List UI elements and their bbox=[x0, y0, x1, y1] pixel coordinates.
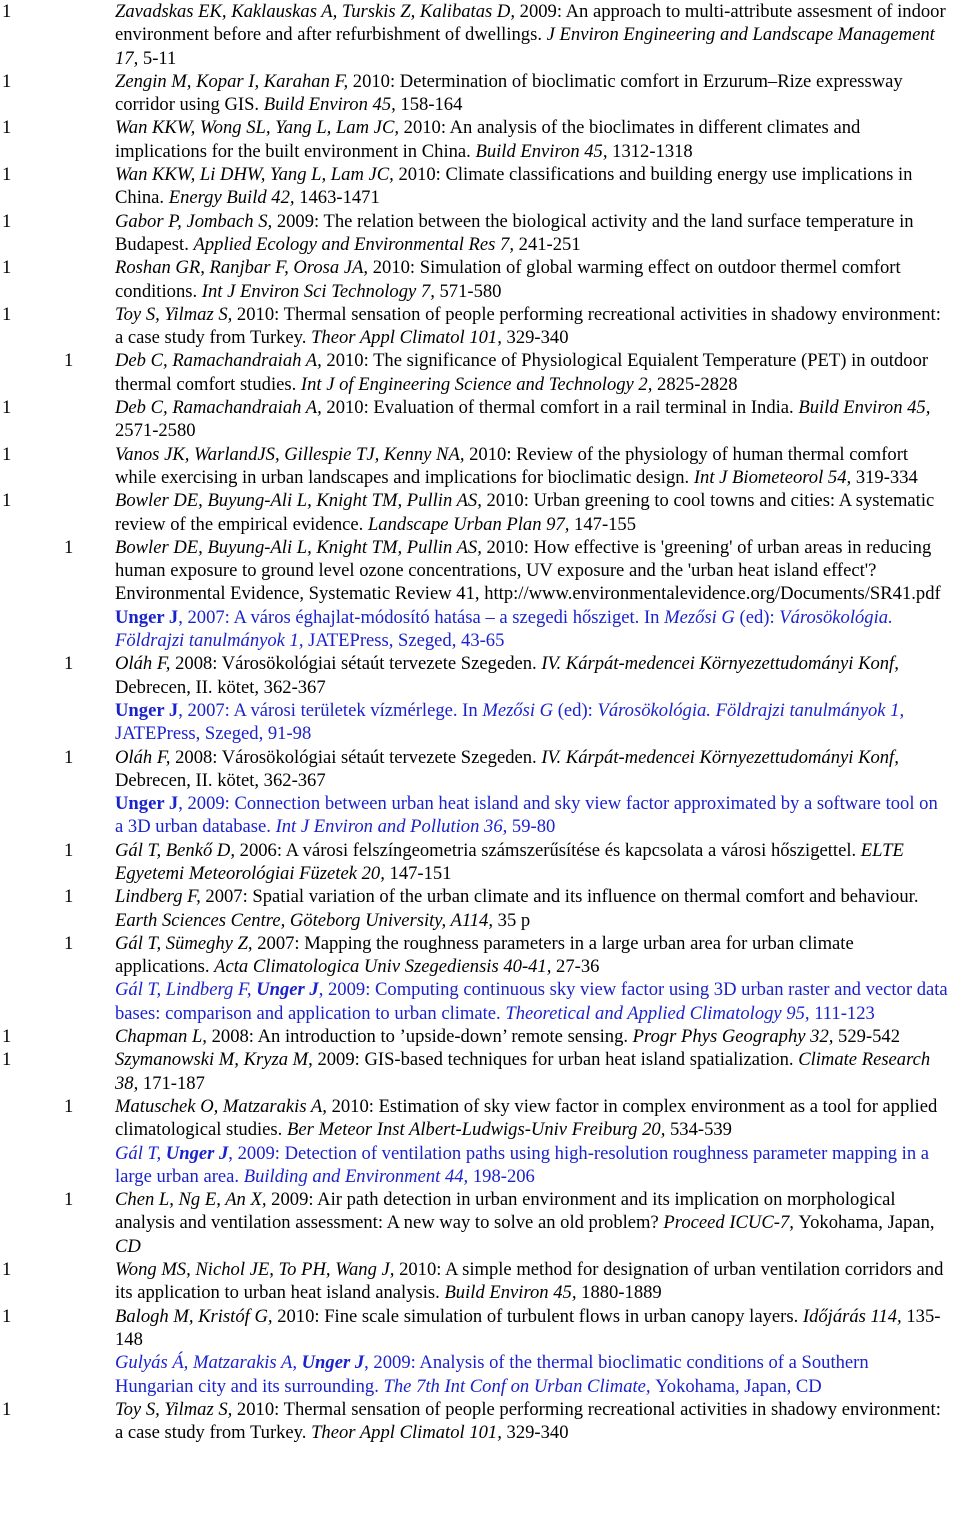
reference-entry bbox=[0, 932, 960, 979]
reference-entry bbox=[0, 746, 960, 793]
reference-segment: 158-164 bbox=[400, 94, 463, 116]
reference-entry bbox=[0, 1258, 960, 1305]
italic-text: Ber Meteor Inst Albert-Ludwigs-Univ Freiburg 20, bbox=[286, 1119, 670, 1141]
reference-segment: 27-36 bbox=[556, 956, 600, 978]
italic-text: Int J Environ Sci Technology 7, bbox=[201, 280, 440, 302]
reference-segment: 59-80 bbox=[511, 816, 556, 838]
reference-entry bbox=[0, 652, 960, 699]
reference-segment: 1880-1889 bbox=[581, 1282, 662, 1304]
reference-entry bbox=[0, 396, 960, 443]
reference-text bbox=[115, 0, 950, 70]
reference-segment: 171-187 bbox=[142, 1072, 205, 1094]
reference-text bbox=[115, 163, 950, 210]
reference-text bbox=[115, 1188, 950, 1258]
citation-count: 1 bbox=[2, 1, 12, 22]
reference-segment: , 2009: Analysis of the thermal bioclimatic conditions of a Southern Hungarian city and its surrounding. bbox=[115, 1352, 869, 1397]
reference-segment: 2010: Evaluation of thermal comfort in a rail terminal in India. bbox=[326, 397, 799, 419]
reference-entry bbox=[0, 349, 960, 396]
italic-text: Balogh M, Kristóf G, bbox=[115, 1305, 278, 1327]
reference-segment: JATEPress, Szeged, 43-65 bbox=[308, 630, 505, 652]
reference-text bbox=[115, 303, 950, 350]
reference-segment: 2010: Thermal sensation of people performing recreational activities in shadowy environment: a case study from Turkey. bbox=[115, 303, 941, 349]
italic-text: Matuschek O, Matzarakis A, bbox=[115, 1095, 332, 1117]
citation-count: 1 bbox=[64, 536, 74, 558]
italic-text: Mezősi G bbox=[482, 699, 558, 721]
reference-text bbox=[115, 1025, 950, 1048]
citation-count: 1 bbox=[64, 932, 74, 954]
reference-segment: 2010: The significance of Physiological Equialent Temperature (PET) in outdoor thermal comfort studies. bbox=[115, 350, 929, 395]
reference-entry bbox=[0, 163, 960, 210]
reference-segment: 1463-1471 bbox=[299, 187, 380, 209]
citation-count: 1 bbox=[2, 117, 12, 139]
italic-text: Toy S, Yilmaz S, bbox=[115, 1398, 237, 1420]
reference-entry bbox=[0, 0, 960, 70]
reference-entry bbox=[0, 443, 960, 490]
citation-count: 1 bbox=[64, 653, 74, 675]
reference-segment: 2010: An analysis of the bioclimates in different climates and implications for the built environment in China. bbox=[115, 117, 861, 162]
italic-text: Building and Environment 44, bbox=[243, 1165, 473, 1187]
reference-segment: 319-334 bbox=[855, 466, 918, 488]
reference-text bbox=[115, 699, 950, 746]
italic-text: Gál T, bbox=[115, 1142, 166, 1164]
reference-entry bbox=[0, 1095, 960, 1142]
reference-entry bbox=[0, 1398, 960, 1445]
reference-segment: 2010: Simulation of global warming effect on outdoor thermel comfort conditions. bbox=[115, 257, 901, 302]
reference-text bbox=[115, 1305, 950, 1352]
reference-text bbox=[115, 978, 950, 1025]
italic-text: Theor Appl Climatol 101, bbox=[311, 1422, 507, 1444]
reference-segment: 147-151 bbox=[389, 862, 452, 884]
italic-text: Vanos JK, WarlandJS, Gillespie TJ, Kenny NA, bbox=[115, 443, 470, 465]
highlighted-author: Unger J bbox=[115, 606, 179, 628]
reference-entry bbox=[0, 839, 960, 886]
reference-text bbox=[115, 443, 950, 490]
italic-text: Wan KKW, Li DHW, Yang L, Lam JC, bbox=[115, 164, 399, 186]
reference-entry bbox=[0, 1188, 960, 1258]
reference-segment: , 2007: A városi területek vízmérlege. In bbox=[178, 699, 483, 721]
italic-text: Mezősi G bbox=[664, 606, 740, 628]
reference-segment: 135-148 bbox=[115, 1305, 941, 1350]
reference-text bbox=[115, 210, 950, 257]
reference-text bbox=[115, 396, 950, 443]
reference-text bbox=[115, 1048, 950, 1095]
reference-segment: 2010: Thermal sensation of people performing recreational activities in shadowy environment: a case study from Turkey. bbox=[115, 1398, 941, 1444]
italic-text: Chen L, Ng E, An X, bbox=[115, 1189, 272, 1211]
highlighted-author: Unger J bbox=[256, 979, 319, 1001]
reference-segment: 2571-2580 bbox=[115, 420, 196, 442]
reference-entry bbox=[0, 536, 960, 606]
reference-segment: 241-251 bbox=[518, 233, 581, 255]
reference-text bbox=[115, 1095, 950, 1142]
reference-text bbox=[115, 1398, 950, 1445]
italic-text: ELTE Egyetemi Meteorológiai Füzetek 20, bbox=[115, 839, 904, 884]
italic-text: Wan KKW, Wong SL, Yang L, Lam JC, bbox=[115, 117, 404, 139]
reference-text bbox=[115, 70, 950, 117]
citation-count: 1 bbox=[2, 1026, 12, 1048]
reference-segment: 329-340 bbox=[506, 327, 569, 349]
citation-count: 1 bbox=[64, 886, 74, 908]
italic-text: Bowler DE, Buyung-Ali L, Knight TM, Pullin AS, bbox=[115, 536, 487, 558]
citation-count: 1 bbox=[2, 1049, 12, 1071]
reference-entry bbox=[0, 885, 960, 932]
italic-text: Oláh F, bbox=[115, 653, 176, 675]
italic-text: Energy Build 42, bbox=[168, 187, 300, 209]
reference-entry bbox=[0, 70, 960, 117]
italic-text: Városökológia. Földrajzi tanulmányok 1, bbox=[115, 606, 893, 652]
citation-count: 1 bbox=[2, 303, 12, 325]
italic-text: Proceed ICUC-7, bbox=[663, 1212, 799, 1234]
italic-text: Roshan GR, Ranjbar F, Orosa JA, bbox=[115, 257, 373, 279]
italic-text: Zavadskas EK, Kaklauskas A, Turskis Z, Kalibatas D, bbox=[115, 1, 520, 22]
reference-segment: 2010: A simple method for designation of urban ventilation corridors and its application to urban heat island analysis. bbox=[115, 1259, 944, 1304]
citation-count: 1 bbox=[2, 397, 12, 419]
reference-segment: 2009: The relation between the biological activity and the land surface temperature in Budapest. bbox=[115, 210, 914, 255]
italic-text: Build Environ 45, bbox=[798, 397, 931, 419]
reference-segment: 2008: Városökológiai sétaút tervezete Szegeden. bbox=[175, 746, 542, 768]
highlighted-author: Unger J bbox=[115, 699, 179, 721]
reference-text bbox=[115, 116, 950, 163]
italic-text: IV. Kárpát-medencei Környezettudományi Konf, bbox=[541, 746, 899, 768]
reference-segment: 2007: Mapping the roughness parameters in a large urban area for urban climate applications. bbox=[115, 932, 854, 978]
citation-count: 1 bbox=[2, 70, 12, 92]
italic-text: Városökológia. Földrajzi tanulmányok 1, bbox=[597, 699, 905, 721]
italic-text: Gabor P, Jombach S, bbox=[115, 210, 277, 232]
reference-segment: Debrecen, II. kötet, 362-367 bbox=[115, 769, 326, 791]
reference-segment: 534-539 bbox=[670, 1119, 732, 1141]
citation-count: 1 bbox=[64, 1189, 74, 1211]
reference-entry bbox=[0, 1025, 960, 1048]
citation-count: 1 bbox=[2, 257, 12, 279]
citation-count: 1 bbox=[64, 350, 74, 372]
reference-entry bbox=[0, 978, 960, 1025]
reference-segment: Yokohama, Japan, CD bbox=[655, 1375, 822, 1397]
italic-text: Theor Appl Climatol 101, bbox=[311, 327, 507, 349]
reference-text bbox=[115, 792, 950, 839]
reference-text bbox=[115, 746, 950, 793]
reference-entry bbox=[0, 210, 960, 257]
italic-text: Szymanowski M, Kryza M, bbox=[115, 1049, 318, 1071]
citation-count: 1 bbox=[2, 1398, 12, 1420]
reference-segment: Debrecen, II. kötet, 362-367 bbox=[115, 676, 326, 698]
citation-count: 1 bbox=[64, 746, 74, 768]
reference-text bbox=[115, 606, 950, 653]
italic-text: Int J Biometeorol 54, bbox=[693, 466, 856, 488]
reference-segment: 35 p bbox=[497, 909, 531, 931]
italic-text: Theoretical and Applied Climatology 95, bbox=[505, 1002, 815, 1024]
reference-entry bbox=[0, 116, 960, 163]
italic-text: Earth Sciences Centre, Göteborg University, A114, bbox=[115, 909, 498, 931]
reference-segment: , 2009: Connection between urban heat island and sky view factor approximated by a software tool on a 3D urban database. bbox=[115, 793, 938, 838]
reference-segment: 2010: How effective is 'greening' of urban areas in reducing human exposure to ground level ozone concentrations, UV exposure and the 'urban heat island effect'? Environmental Evidence, Systematic Review 41, http://www.environmentalevidence.org/Documents/SR41.pdf bbox=[115, 536, 941, 605]
highlighted-author: Unger J bbox=[301, 1352, 365, 1374]
reference-segment: 2008: An introduction to ’upside-down’ remote sensing. bbox=[211, 1026, 633, 1048]
citation-count: 1 bbox=[2, 210, 12, 232]
reference-text bbox=[115, 1142, 950, 1189]
reference-segment: 529-542 bbox=[838, 1026, 901, 1048]
italic-text: Chapman L, bbox=[115, 1026, 212, 1048]
reference-text bbox=[115, 1351, 950, 1398]
reference-segment: 2010: Review of the physiology of human thermal comfort while exercising in urban landscapes and implications for bioclimatic design. bbox=[115, 443, 909, 488]
reference-segment: 2009: GIS-based techniques for urban heat island spatialization. bbox=[317, 1049, 799, 1071]
reference-text bbox=[115, 256, 950, 303]
italic-text: Climate Research 38, bbox=[115, 1049, 931, 1094]
reference-segment: 329-340 bbox=[506, 1422, 569, 1444]
reference-segment: 1312-1318 bbox=[612, 140, 693, 162]
italic-text: Acta Climatologica Univ Szegediensis 40-41, bbox=[214, 956, 557, 978]
italic-text: Gál T, Benkő D, bbox=[115, 839, 240, 861]
highlighted-author: Unger J bbox=[165, 1142, 229, 1164]
italic-text: IV. Kárpát-medencei Környezettudományi Konf, bbox=[541, 653, 899, 675]
reference-segment: 147-155 bbox=[574, 513, 637, 535]
italic-text: Oláh F, bbox=[115, 746, 176, 768]
reference-entry bbox=[0, 256, 960, 303]
italic-text: Applied Ecology and Environmental Res 7, bbox=[193, 233, 519, 255]
reference-segment: (ed): bbox=[739, 606, 780, 628]
italic-text: Gál T, Lindberg F, bbox=[115, 979, 257, 1001]
reference-entry bbox=[0, 699, 960, 746]
reference-entry bbox=[0, 1305, 960, 1352]
reference-text bbox=[115, 885, 950, 932]
italic-text: Int J of Engineering Science and Technology 2, bbox=[300, 373, 658, 395]
reference-segment: 571-580 bbox=[439, 280, 502, 302]
italic-text: Gulyás Á, Matzarakis A, bbox=[115, 1352, 302, 1374]
reference-segment: 2008: Városökológiai sétaút tervezete Szegeden. bbox=[175, 653, 542, 675]
reference-segment: , 2009: Detection of ventilation paths using high-resolution roughness parameter mapping in a large urban area. bbox=[115, 1142, 930, 1187]
reference-text bbox=[115, 489, 950, 536]
reference-entry bbox=[0, 1351, 960, 1398]
reference-text bbox=[115, 839, 950, 886]
reference-segment: , 2009: Computing continuous sky view factor using 3D urban raster and vector data bases: comparison and application to urban climate. bbox=[115, 979, 948, 1024]
highlighted-author: Unger J bbox=[115, 793, 179, 815]
italic-text: Lindberg F, bbox=[115, 886, 206, 908]
reference-segment: 2010: Estimation of sky view factor in complex environment as a tool for applied climatological studies. bbox=[115, 1095, 938, 1141]
reference-segment: 2010: Determination of bioclimatic comfort in Erzurum–Rize expressway corridor using GIS. bbox=[115, 70, 903, 116]
reference-text bbox=[115, 1258, 950, 1305]
italic-text: Progr Phys Geography 32, bbox=[632, 1026, 839, 1048]
citation-count: 1 bbox=[2, 164, 12, 186]
citation-count: 1 bbox=[64, 1095, 74, 1117]
citation-count: 1 bbox=[64, 839, 74, 861]
reference-segment: 2010: Climate classifications and building energy use implications in China. bbox=[115, 164, 913, 209]
citation-count: 1 bbox=[2, 1305, 12, 1327]
reference-segment: 198-206 bbox=[472, 1165, 535, 1187]
italic-text: Toy S, Yilmaz S, bbox=[115, 303, 237, 325]
reference-text bbox=[115, 652, 950, 699]
italic-text: Build Environ 45, bbox=[475, 140, 613, 162]
reference-segment: JATEPress, Szeged, 91-98 bbox=[115, 723, 312, 745]
reference-entry bbox=[0, 1142, 960, 1189]
citation-count: 1 bbox=[2, 1259, 12, 1281]
reference-segment: Yokohama, Japan, bbox=[798, 1212, 935, 1234]
reference-segment: 2009: An approach to multi-attribute assesment of indoor environment before and after refurbishment of dwellings. bbox=[115, 1, 946, 46]
citation-count: 1 bbox=[2, 490, 12, 512]
reference-entry bbox=[0, 1048, 960, 1095]
italic-text: J Environ Engineering and Landscape Management 17, bbox=[115, 24, 935, 69]
reference-text bbox=[115, 932, 950, 979]
reference-segment: 2010: Urban greening to cool towns and cities: A systematic review of the empirical evidence. bbox=[115, 490, 935, 535]
reference-segment: , 2007: A város éghajlat-módosító hatása – a szegedi hősziget. In bbox=[178, 606, 665, 628]
italic-text: Build Environ 45, bbox=[444, 1282, 582, 1304]
italic-text: Időjárás 114, bbox=[802, 1305, 907, 1327]
reference-entry bbox=[0, 303, 960, 350]
reference-entry bbox=[0, 792, 960, 839]
italic-text: Zengin M, Kopar I, Karahan F, bbox=[115, 70, 353, 92]
reference-entry bbox=[0, 606, 960, 653]
reference-segment: 5-11 bbox=[142, 47, 177, 69]
italic-text: CD bbox=[115, 1235, 141, 1257]
reference-segment: 111-123 bbox=[814, 1002, 875, 1024]
reference-segment: 2006: A városi felszíngeometria számszerűsítése és kapcsolata a városi hőszigettel. bbox=[239, 839, 861, 861]
italic-text: Deb C, Ramachandraiah A, bbox=[115, 397, 327, 419]
italic-text: Build Environ 45, bbox=[263, 94, 401, 116]
reference-entry bbox=[0, 489, 960, 536]
citation-count: 1 bbox=[2, 443, 12, 465]
reference-text bbox=[115, 536, 950, 606]
reference-segment: 2010: Fine scale simulation of turbulent flows in urban canopy layers. bbox=[277, 1305, 803, 1327]
reference-segment: 2009: Air path detection in urban environment and its implication on morphological analysis and ventilation assessment: A new way to solve an old problem? bbox=[115, 1189, 896, 1234]
italic-text: Deb C, Ramachandraiah A, bbox=[115, 350, 327, 372]
reference-segment: 2825-2828 bbox=[657, 373, 738, 395]
italic-text: Landscape Urban Plan 97, bbox=[367, 513, 575, 535]
italic-text: The 7th Int Conf on Urban Climate, bbox=[383, 1375, 656, 1397]
reference-segment: 2007: Spatial variation of the urban climate and its influence on thermal comfort and behaviour. bbox=[205, 886, 919, 908]
italic-text: Gál T, Sümeghy Z, bbox=[115, 932, 258, 954]
italic-text: Int J Environ and Pollution 36, bbox=[275, 816, 512, 838]
reference-text bbox=[115, 349, 950, 396]
reference-segment: (ed): bbox=[557, 699, 598, 721]
italic-text: Wong MS, Nichol JE, To PH, Wang J, bbox=[115, 1259, 400, 1281]
italic-text: Bowler DE, Buyung-Ali L, Knight TM, Pullin AS, bbox=[115, 490, 487, 512]
